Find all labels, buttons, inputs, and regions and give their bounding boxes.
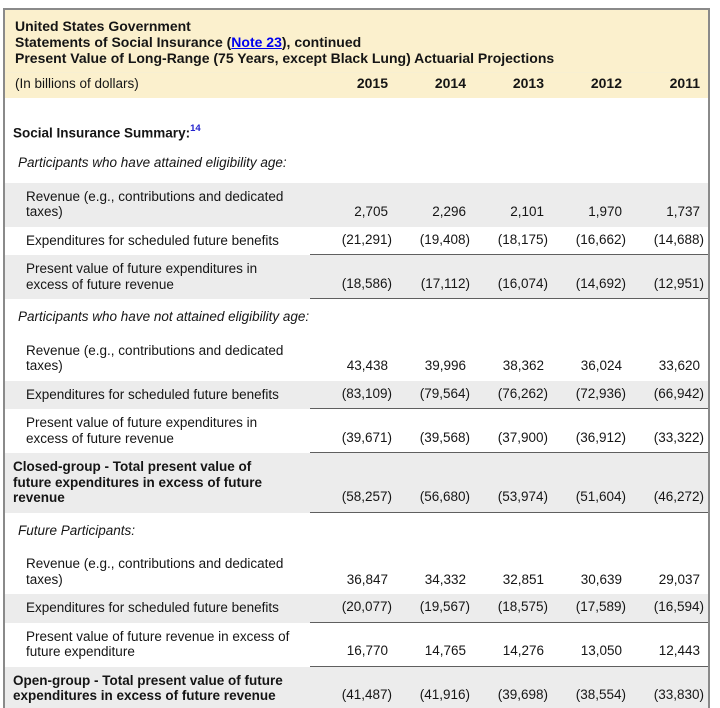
subtitle-prefix: Statements of Social Insurance (: [15, 34, 232, 50]
value-cell: 30,639: [580, 571, 622, 587]
value-cell: 16,770: [346, 643, 388, 658]
value-cell: (79,564): [419, 385, 470, 401]
value-cell: (18,175): [497, 231, 548, 247]
value-cell: (39,698): [497, 687, 548, 702]
row-label: Expenditures for scheduled future benefits: [26, 232, 279, 248]
note-23-link[interactable]: Note 23: [231, 34, 282, 50]
row-label: Revenue (e.g., contributions and dedicated taxes): [26, 188, 284, 219]
group-header-row: [5, 513, 708, 551]
row-label: Revenue (e.g., contributions and dedicated taxes): [26, 342, 284, 373]
row-label: Present value of future revenue in excess of future expenditure: [26, 628, 290, 659]
group-header-row: [5, 145, 708, 183]
statement-title-line2: [5, 34, 708, 50]
value-cell: 38,362: [502, 358, 544, 373]
units-label: (In billions of dollars): [15, 76, 139, 91]
statement-title-line3: Present Value of Long-Range (75 Years, except Black Lung) Actuarial Projections: [15, 50, 555, 66]
value-cell: 32,851: [502, 571, 544, 587]
row-values: [310, 381, 708, 410]
data-row: [5, 623, 708, 667]
value-cell: 33,620: [658, 358, 700, 373]
statement-title-line1: United States Government: [15, 18, 191, 34]
table-header: [5, 10, 708, 98]
data-row: [5, 409, 708, 453]
value-cell: (12,951): [653, 275, 704, 291]
value-cell: (14,692): [575, 275, 626, 291]
value-cell: (14,688): [653, 231, 704, 247]
row-label: Expenditures for scheduled future benefits: [26, 386, 279, 402]
data-row: [5, 227, 708, 256]
value-cell: (39,568): [419, 429, 470, 445]
data-row: [5, 381, 708, 410]
footnote-14-ref: 14: [190, 123, 201, 134]
value-cell: (58,257): [341, 489, 392, 504]
value-cell: (16,594): [653, 599, 704, 614]
value-cell: (18,586): [341, 275, 392, 291]
value-cell: (17,589): [575, 599, 626, 614]
value-cell: (41,487): [341, 687, 392, 702]
section-title: [5, 98, 708, 145]
column-header-row: [5, 72, 708, 92]
group-header-row: [5, 299, 708, 337]
value-cell: (72,936): [575, 385, 626, 401]
row-values: [310, 227, 708, 256]
value-cell: (33,830): [653, 687, 704, 702]
value-cell: 43,438: [346, 358, 388, 373]
value-cell: (20,077): [341, 599, 392, 614]
value-cell: (17,112): [420, 275, 470, 291]
value-cell: (18,575): [497, 599, 548, 614]
total-row: [5, 667, 708, 708]
value-cell: (21,291): [341, 231, 392, 247]
row-label: Revenue (e.g., contributions and dedicated taxes): [26, 556, 284, 587]
value-cell: (19,408): [419, 231, 470, 247]
data-row: [5, 255, 708, 299]
value-cell: (56,680): [419, 489, 470, 504]
total-row: [5, 453, 708, 513]
row-label: Closed-group - Total present value of future expenditures in excess of future revenue: [13, 459, 263, 505]
year-column-header: 2013: [512, 75, 544, 91]
row-label: Open-group - Total present value of future expenditures in excess of future revenue: [13, 672, 283, 703]
value-cell: 2,705: [354, 204, 388, 219]
row-values: [310, 183, 708, 227]
data-row: [5, 594, 708, 623]
row-label: Expenditures for scheduled future benefits: [26, 600, 279, 615]
value-cell: (83,109): [341, 385, 392, 401]
value-cell: 36,024: [580, 358, 622, 373]
row-label: Future Participants:: [18, 522, 136, 538]
section-title-text: Social Insurance Summary:: [13, 125, 191, 141]
row-values: [310, 550, 708, 594]
value-cell: 2,296: [432, 204, 466, 219]
row-values: [310, 453, 708, 513]
value-cell: (46,272): [653, 489, 704, 504]
year-column-header: 2015: [356, 75, 388, 91]
row-label: Present value of future expenditures in excess of future revenue: [26, 261, 258, 292]
year-column-header: 2014: [434, 75, 466, 91]
row-values: [310, 337, 708, 381]
value-cell: 14,276: [502, 643, 544, 658]
data-row: [5, 183, 708, 227]
row-values: [310, 255, 708, 299]
value-cell: 34,332: [424, 571, 466, 587]
value-cell: (33,322): [653, 429, 704, 445]
value-cell: 12,443: [658, 643, 700, 658]
value-cell: (39,671): [341, 429, 392, 445]
row-label: Participants who have attained eligibility age:: [18, 155, 287, 170]
row-values: [310, 623, 708, 667]
value-cell: 29,037: [658, 571, 700, 587]
value-cell: (38,554): [575, 687, 626, 702]
value-cell: (51,604): [575, 489, 626, 504]
row-values: [310, 594, 708, 623]
year-columns: [310, 75, 708, 91]
value-cell: (53,974): [497, 489, 548, 504]
row-values: [310, 667, 708, 708]
year-column-header: 2012: [590, 75, 622, 91]
value-cell: (37,900): [497, 429, 548, 445]
row-label: Participants who have not attained eligibility age:: [18, 309, 310, 324]
value-cell: (66,942): [653, 385, 704, 401]
table-body: [5, 145, 708, 708]
value-cell: 36,847: [346, 571, 388, 587]
row-values: [310, 409, 708, 453]
subtitle-suffix: ), continued: [281, 34, 362, 50]
value-cell: (19,567): [419, 599, 470, 614]
year-column-header: 2011: [669, 75, 700, 91]
value-cell: (41,916): [419, 687, 470, 702]
value-cell: 14,765: [424, 643, 466, 658]
social-insurance-statement: [3, 8, 710, 708]
value-cell: (16,662): [575, 231, 626, 247]
data-row: [5, 337, 708, 381]
value-cell: 1,737: [666, 204, 700, 219]
value-cell: (36,912): [575, 429, 626, 445]
value-cell: 2,101: [510, 204, 544, 219]
value-cell: 1,970: [588, 204, 622, 219]
value-cell: (16,074): [497, 275, 548, 291]
data-row: [5, 550, 708, 594]
value-cell: (76,262): [497, 385, 548, 401]
row-label: Present value of future expenditures in excess of future revenue: [26, 415, 258, 446]
value-cell: 39,996: [424, 358, 466, 373]
value-cell: 13,050: [580, 643, 622, 658]
